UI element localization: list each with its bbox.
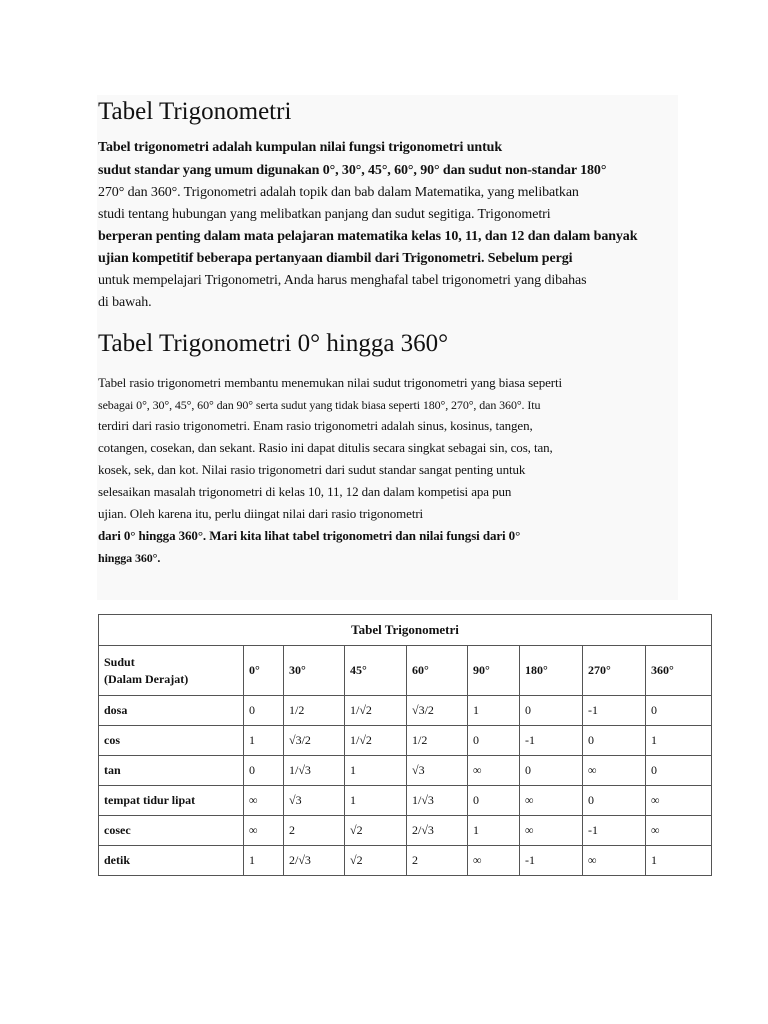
paragraph-line: selesaikan masalah trigonometri di kelas 10, 11, 12 dan dalam kompetisi apa pun (98, 484, 512, 499)
table-cell: 0 (520, 756, 583, 786)
table-cell: 0 (244, 756, 284, 786)
table-cell: 2/√3 (284, 846, 345, 876)
header-angle: 360° (646, 646, 712, 696)
table-row (99, 786, 712, 816)
table-row (99, 696, 712, 726)
paragraph-line: ujian kompetitif beberapa pertanyaan diambil dari Trigonometri. Sebelum pergi (98, 251, 573, 266)
table-cell: 0 (520, 696, 583, 726)
table-cell: 0 (646, 696, 712, 726)
table-cell: ∞ (244, 786, 284, 816)
table-cell: ∞ (520, 816, 583, 846)
table-cell: -1 (583, 696, 646, 726)
table-body (99, 696, 712, 876)
table-cell: 1 (468, 696, 520, 726)
table-cell: -1 (583, 816, 646, 846)
table-cell: 1 (646, 726, 712, 756)
table-caption: Tabel Trigonometri (99, 615, 712, 646)
table-cell: 1/√2 (345, 696, 407, 726)
header-angle: 180° (520, 646, 583, 696)
section-heading-0-to-360: Tabel Trigonometri 0° hingga 360° (98, 330, 449, 357)
table-cell: 1 (345, 786, 407, 816)
table-cell: 2 (407, 846, 468, 876)
table-cell: 1 (646, 846, 712, 876)
row-label: tempat tidur lipat (99, 786, 244, 816)
table-row (99, 846, 712, 876)
paragraph-line: Tabel trigonometri adalah kumpulan nilai fungsi trigonometri untuk (98, 140, 503, 155)
paragraph-line: dari 0° hingga 360°. Mari kita lihat tabel trigonometri dan nilai fungsi dari 0° (98, 528, 521, 543)
table-cell: 0 (583, 786, 646, 816)
paragraph-line: sudut standar yang umum digunakan 0°, 30°, 45°, 60°, 90° dan sudut non-standar 180° (98, 163, 607, 178)
header-sudut-unit: (Dalam Derajat) (104, 671, 189, 686)
table-cell: -1 (520, 726, 583, 756)
header-sudut (99, 646, 244, 696)
table-cell: 1/√3 (284, 756, 345, 786)
paragraph-line: di bawah. (98, 295, 152, 310)
table-cell: 2/√3 (407, 816, 468, 846)
paragraph-line: untuk mempelajari Trigonometri, Anda harus menghafal tabel trigonometri yang dibahas (98, 273, 587, 288)
table-cell: √3/2 (407, 696, 468, 726)
table-cell: 1/2 (407, 726, 468, 756)
table-cell: 0 (244, 696, 284, 726)
table-cell: -1 (520, 846, 583, 876)
table-cell: √2 (345, 816, 407, 846)
header-angle: 30° (284, 646, 345, 696)
table-row (99, 726, 712, 756)
table-cell: 0 (468, 726, 520, 756)
table-cell: 1 (244, 846, 284, 876)
table-row (99, 756, 712, 786)
header-angle: 0° (244, 646, 284, 696)
table-header-row (99, 646, 712, 696)
table-cell: ∞ (646, 786, 712, 816)
row-label: detik (99, 846, 244, 876)
header-angle: 90° (468, 646, 520, 696)
row-label: cosec (99, 816, 244, 846)
row-label: cos (99, 726, 244, 756)
section-heading-tabel-trigonometri: Tabel Trigonometri (98, 98, 292, 125)
paragraph-line: terdiri dari rasio trigonometri. Enam rasio trigonometri adalah sinus, kosinus, tangen, (98, 418, 533, 433)
row-label: tan (99, 756, 244, 786)
paragraph-line: cotangen, cosekan, dan sekant. Rasio ini dapat ditulis secara singkat sebagai sin, cos, tan, (98, 440, 553, 455)
paragraph-line: studi tentang hubungan yang melibatkan panjang dan sudut segitiga. Trigonometri (98, 207, 551, 222)
table-cell: √3 (407, 756, 468, 786)
row-label: dosa (99, 696, 244, 726)
paragraph-line: berperan penting dalam mata pelajaran matematika kelas 10, 11, dan 12 dan dalam banyak (98, 229, 638, 244)
table-cell: √2 (345, 846, 407, 876)
paragraph-line: Tabel rasio trigonometri membantu menemukan nilai sudut trigonometri yang biasa seperti (98, 375, 563, 390)
trigonometry-table (98, 614, 712, 876)
table-cell: 2 (284, 816, 345, 846)
table-cell: 1 (345, 756, 407, 786)
table-cell: 1/2 (284, 696, 345, 726)
table-cell: 1 (468, 816, 520, 846)
table-row (99, 816, 712, 846)
table-cell: ∞ (520, 786, 583, 816)
header-angle: 270° (583, 646, 646, 696)
table-cell: √3/2 (284, 726, 345, 756)
paragraph-line: kosek, sek, dan kot. Nilai rasio trigonometri dari sudut standar sangat penting untuk (98, 462, 526, 477)
paragraph-line: ujian. Oleh karena itu, perlu diingat nilai dari rasio trigonometri (98, 506, 424, 521)
table-cell: 1/√2 (345, 726, 407, 756)
header-sudut-label: Sudut (104, 654, 135, 669)
table-cell: ∞ (646, 816, 712, 846)
table-cell: 0 (646, 756, 712, 786)
table-cell: √3 (284, 786, 345, 816)
paragraph-line: hingga 360°. (98, 551, 161, 565)
table-cell: ∞ (468, 846, 520, 876)
paragraph-line: 270° dan 360°. Trigonometri adalah topik dan bab dalam Matematika, yang melibatkan (98, 185, 579, 200)
header-angle: 60° (407, 646, 468, 696)
table-cell: 0 (583, 726, 646, 756)
table-cell: ∞ (583, 756, 646, 786)
table-cell: 0 (468, 786, 520, 816)
table-cell: 1 (244, 726, 284, 756)
table-cell: 1/√3 (407, 786, 468, 816)
table-cell: ∞ (244, 816, 284, 846)
header-angle: 45° (345, 646, 407, 696)
table-cell: ∞ (468, 756, 520, 786)
paragraph-line: sebagai 0°, 30°, 45°, 60° dan 90° serta sudut yang tidak biasa seperti 180°, 270°, dan 360°. Itu (98, 398, 541, 412)
table-cell: ∞ (583, 846, 646, 876)
